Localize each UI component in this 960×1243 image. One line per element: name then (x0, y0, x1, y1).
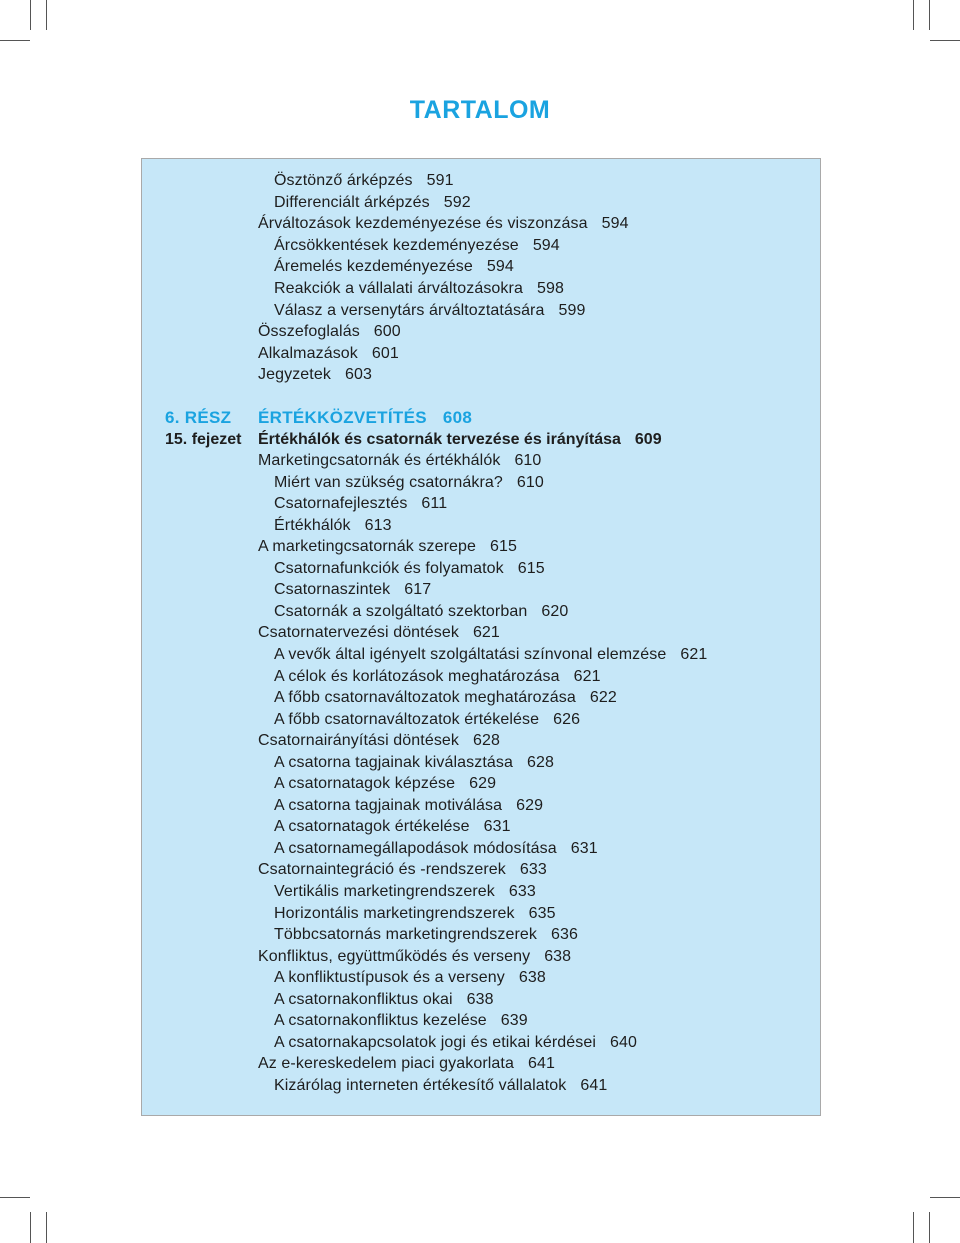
toc-entry-title: Horizontális marketingrendszerek (274, 904, 515, 922)
toc-entry-page: 636 (550, 926, 578, 944)
part-title-text: ÉRTÉKKÖZVETÍTÉS (258, 408, 427, 427)
toc-entry (274, 925, 578, 945)
toc-entry-title: A csatornatagok értékelése (274, 818, 470, 836)
toc-entry-page: 601 (371, 344, 399, 362)
toc-entry-page: 615 (490, 538, 518, 556)
toc-entry-page: 599 (558, 301, 586, 319)
toc-entry-page: 628 (527, 753, 554, 771)
toc-entry (274, 667, 601, 687)
toc-entry-title: Marketingcsatornák és értékhálók (258, 452, 501, 469)
toc-entry-page: 621 (472, 624, 500, 642)
toc-entry-title: Csatornatervezési döntések (258, 624, 459, 642)
toc-entry-title: A csatornatagok képzése (274, 775, 456, 793)
toc-entry-page: 633 (508, 883, 536, 900)
part-page-number: 608 (442, 408, 473, 427)
toc-entry-title: A marketingcsatornák szerepe (258, 538, 477, 556)
toc-entry (258, 623, 500, 643)
toc-entry-title: A konfliktustípusok és a verseny (274, 969, 505, 987)
part-label: 6. RÉSZ (165, 408, 232, 427)
toc-entry-page: 628 (473, 732, 501, 750)
toc-entry-title: Kizárólag interneten értékesítő vállalatok (274, 1076, 567, 1094)
toc-entry (274, 171, 454, 191)
toc-entry-title: Csatornaszintek (274, 581, 391, 599)
toc-entry-page: 641 (580, 1076, 608, 1094)
toc-entry-title: Válasz a versenytárs árváltoztatására (274, 301, 545, 319)
toc-entry-title: Alkalmazások (258, 344, 358, 362)
toc-entry (274, 494, 447, 514)
toc-entry (258, 214, 629, 234)
page-title: TARTALOM (409, 96, 551, 124)
toc-entry (274, 753, 554, 773)
toc-entry-page: 631 (570, 839, 598, 857)
toc-entry-title: Miért van szükség csatornákra? (274, 473, 503, 491)
toc-entry (274, 301, 586, 321)
toc-entry-page: 621 (680, 645, 708, 663)
toc-entry-title: Az e-kereskedelem piaci gyakorlata (258, 1055, 514, 1073)
toc-entry-page: 620 (541, 602, 569, 620)
toc-entry-page: 600 (373, 323, 401, 341)
toc-entry-title: Differenciált árképzés (274, 193, 430, 211)
toc-entry (274, 817, 511, 837)
toc-entry-title: A vevők által igényelt szolgáltatási színvonal elemzése (274, 645, 667, 663)
toc-entry (274, 279, 564, 299)
toc-entry (274, 882, 536, 902)
toc-entry-title: Csatornafejlesztés (274, 495, 408, 513)
toc-entry-page: 638 (544, 947, 572, 965)
chapter-label: 15. fejezet (165, 431, 242, 448)
toc-entry-page: 615 (517, 559, 545, 577)
toc-entry (258, 537, 517, 557)
toc-entry-title: Vertikális marketingrendszerek (274, 883, 495, 900)
toc-entry-title: Többcsatornás marketingrendszerek (274, 926, 537, 944)
toc-entry-title: A csatorna tagjainak motiválása (274, 796, 503, 814)
toc-entry (274, 1011, 528, 1031)
toc-entry-title: A főbb csatornaváltozatok meghatározása (274, 689, 576, 707)
toc-entry (274, 688, 617, 708)
toc-entry (274, 580, 431, 600)
toc-entry (274, 796, 543, 816)
toc-entry-page: 613 (364, 516, 392, 534)
toc-entry (274, 774, 496, 794)
toc-entry-title: Csatornafunkciók és folyamatok (274, 559, 504, 577)
toc-entry (274, 1033, 637, 1053)
toc-entry-title: Konfliktus, együttműködés és verseny (258, 947, 531, 965)
toc-entry (274, 516, 392, 536)
part-title (258, 407, 472, 429)
toc-entry-page: 610 (514, 452, 542, 469)
toc-entry (274, 904, 556, 924)
toc-entry-page: 591 (426, 172, 454, 189)
toc-entry-page: 638 (518, 969, 546, 987)
toc-entry-title: Összefoglalás (258, 323, 360, 341)
toc-entry (274, 645, 707, 665)
toc-entry-page: 594 (601, 215, 629, 233)
toc-entry-page: 594 (486, 258, 514, 276)
toc-entry-title: A csatornakonfliktus okai (274, 990, 453, 1008)
toc-entry-title: A célok és korlátozások meghatározása (274, 667, 560, 685)
toc-entry-page: 617 (404, 581, 432, 599)
toc-entry (258, 365, 372, 385)
toc-entry (274, 1076, 607, 1096)
toc-entry (274, 990, 494, 1010)
toc-entry-page: 592 (443, 193, 471, 211)
toc-entry (274, 839, 598, 859)
toc-entry-title: Árcsökkentések kezdeményezése (274, 236, 519, 254)
toc-entry (274, 710, 580, 730)
toc-entry-title: Csatornaintegráció és -rendszerek (258, 861, 506, 879)
toc-entry-page: 635 (528, 904, 556, 922)
toc-entry-title: A csatornamegállapodások módosítása (274, 839, 557, 857)
chapter-title (258, 430, 662, 450)
toc-entry-title: A csatornakonfliktus kezelése (274, 1012, 487, 1030)
toc-entry-page: 621 (573, 667, 601, 685)
toc-entry (274, 559, 545, 579)
toc-entry-page: 639 (500, 1012, 528, 1030)
toc-entry (258, 322, 401, 342)
chapter-title-text: Értékhálók és csatornák tervezése és irányítása (258, 431, 621, 448)
toc-entry (274, 602, 568, 622)
toc-entry-page: 641 (527, 1055, 555, 1073)
toc-entry (274, 968, 546, 988)
toc-entry-page: 622 (589, 689, 617, 707)
toc-entry-page: 603 (344, 366, 372, 384)
toc-entry (274, 236, 560, 256)
toc-entry-title: Árváltozások kezdeményezése és viszonzása (258, 215, 588, 233)
toc-entry-title: A csatornakapcsolatok jogi és etikai kérdései (274, 1033, 597, 1051)
toc-entry-page: 638 (466, 990, 494, 1008)
toc-entry (274, 193, 471, 213)
toc-entry-title: Csatornairányítási döntések (258, 732, 460, 750)
toc-entry (274, 473, 544, 493)
toc-entry-page: 610 (516, 473, 544, 491)
toc-entry (274, 257, 514, 277)
toc-entry-title: Csatornák a szolgáltató szektorban (274, 602, 528, 620)
toc-entry (258, 947, 571, 967)
toc-entry-page: 631 (483, 818, 511, 836)
toc-entry (258, 451, 541, 471)
toc-entry (258, 860, 547, 880)
toc-entry (258, 344, 399, 364)
toc-entry-page: 626 (553, 710, 581, 728)
toc-entry-page: 640 (610, 1033, 638, 1051)
toc-entry-title: A főbb csatornaváltozatok értékelése (274, 710, 540, 728)
toc-entry (258, 731, 500, 751)
toc-entry-title: Jegyzetek (258, 366, 331, 384)
toc-entry-page: 629 (516, 796, 544, 814)
toc-entry-page: 633 (519, 861, 547, 879)
toc-entry-title: A csatorna tagjainak kiválasztása (274, 753, 513, 771)
toc-entry-title: Áremelés kezdeményezése (274, 258, 473, 276)
toc-entry-title: Reakciók a vállalati árváltozásokra (274, 280, 523, 297)
toc-entry-page: 598 (536, 280, 564, 297)
toc-entry-title: Értékhálók (274, 516, 351, 534)
toc-entry (258, 1054, 555, 1074)
toc-entry-title: Ösztönző árképzés (274, 172, 413, 189)
toc-entry-page: 611 (421, 495, 448, 513)
chapter-page-number: 609 (634, 431, 662, 448)
toc-entry-page: 629 (469, 775, 497, 793)
toc-entry-page: 594 (532, 236, 560, 254)
